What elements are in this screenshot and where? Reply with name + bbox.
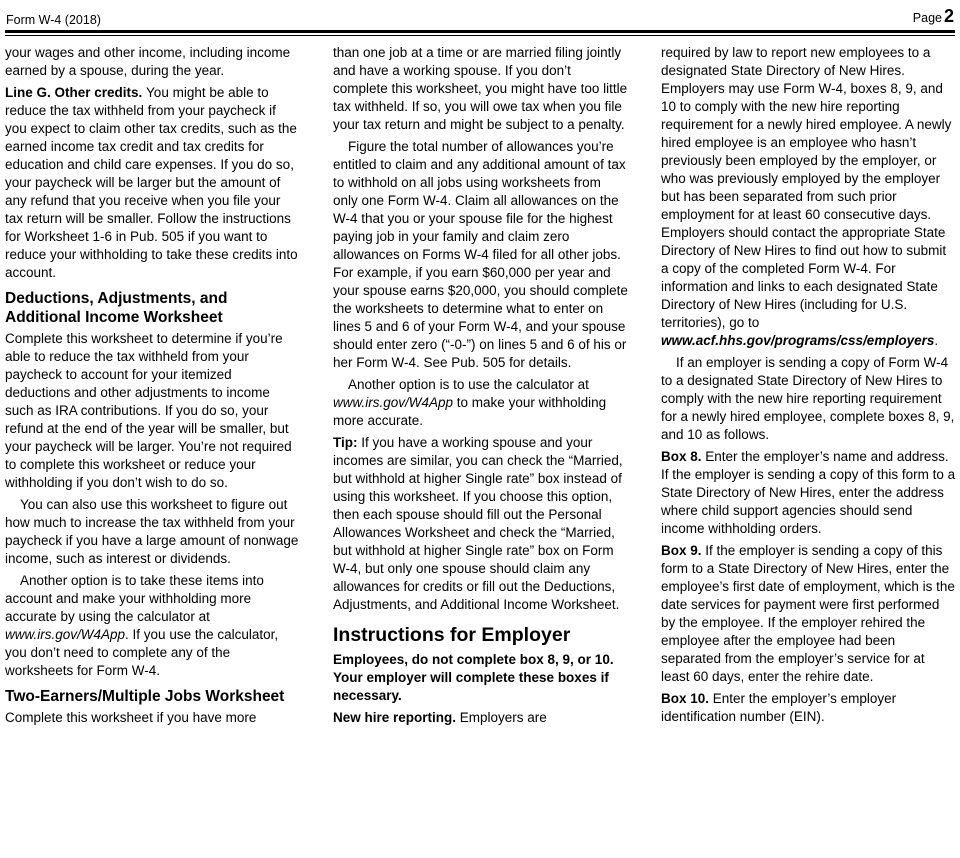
text-run: Another option is to use the calculator at (348, 377, 589, 392)
text-column (333, 44, 628, 731)
text-run: You can also use this worksheet to figure out how much to increase the tax withheld from your paycheck if you have a large amount of nonwage income, such as interest or dividends. (5, 497, 299, 566)
header-rule (5, 30, 955, 36)
text-run: Figure the total number of allowances you’re entitled to claim and any additional amount of tax to withhold on all jobs using worksheets from only one Form W-4. Claim all allowances on the W-4 that you or your spouse file for the highest paying job in your family and claim zero allowances on Forms W-4 filed for all other jobs. For example, if you earn $60,000 per year and your spouse earns $20,000, you should complete the worksheets to determine what to enter on lines 5 and 6 of your Form W-4, and your spouse should enter zero (“-0-”) on lines 5 and 6 of his or her Form W-4. See Pub. 505 for details. (333, 139, 628, 370)
page-indicator (913, 6, 954, 27)
text-run: You might be able to reduce the tax withheld from your paycheck if you expect to claim other tax credits, such as the earned income tax credit and tax credits for education and child care expenses. If you do so, your paycheck will be larger but the amount of any refund that you receive when you file your tax return will be smaller. Follow the instructions for Worksheet 1-6 in Pub. 505 if you want to reduce your withholding to take these credits into account. (5, 85, 298, 280)
section-heading (5, 289, 300, 327)
text-run: Enter the employer’s employer identification number (EIN). (661, 691, 897, 724)
text-run: Box 8. (661, 449, 706, 464)
text-run: . If you use the calculator, you don’t need to complete any of the worksheets for Form W-4. (5, 627, 279, 678)
paragraph (5, 44, 300, 80)
text-run: your wages and other income, including income earned by a spouse, during the year. (5, 45, 291, 78)
paragraph (5, 709, 300, 727)
form-label: Form W-4 (2018) (6, 13, 101, 27)
text-column (661, 44, 956, 731)
paragraph (5, 84, 300, 282)
text-run: www.irs.gov/W4App (333, 395, 454, 410)
text-run: to make your withholding more accurate. (333, 395, 607, 428)
text-run: Employees, do not complete box 8, 9, or 10. Your employer will complete these boxes if necessary. (333, 652, 614, 703)
page-number: 2 (943, 6, 954, 26)
text-run: If the employer is sending a copy of this form to a State Directory of New Hires, enter the employee’s first date of employment, which is the date services for payment were first performed by the employee. If the employer rehired the employee after the employee had been separated from the employer’s service for at least 60 days, enter the rehire date. (661, 543, 955, 684)
text-run: than one job at a time or are married filing jointly and have a working spouse. If you don’t complete this worksheet, you might have too little tax withheld. If so, you will owe tax when you file your tax return and might be subject to a penalty. (333, 45, 628, 132)
page-label: Page (912, 11, 942, 25)
text-run: required by law to report new employees to a designated State Directory of New Hires. Employers may use Form W-4, boxes 8, 9, and 10 to comply with the new hire reporting requirement for a newly hired employee. A newly hired employee is an employee who hasn’t previously been employed by the employer, or who was previously employed by the employer but has been separated from such prior employment for at least 60 consecutive days. Employers should contact the appropriate State Directory of New Hires to find out how to submit a copy of the completed Form W-4. For information and links to each designated State Directory of New Hires (including for U.S. territories), go to (661, 45, 952, 330)
paragraph (5, 330, 300, 492)
paragraph (661, 448, 956, 538)
paragraph (661, 690, 956, 726)
paragraph (5, 572, 300, 680)
text-run: Complete this worksheet to determine if you’re able to reduce the tax withheld from your paycheck to account for your itemized deductions and other adjustments to income such as IRA contributions. If you do so, your refund at the end of the year will be smaller, but your paycheck will be larger. You’re not required to complete this worksheet or reduce your withholding if you don’t wish to do so. (5, 331, 292, 490)
text-run: Tip: (333, 435, 362, 450)
paragraph (661, 542, 956, 686)
paragraph (333, 44, 628, 134)
paragraph (333, 434, 628, 614)
text-run: www.acf.hhs.gov/programs/css/​employers (661, 333, 935, 348)
text-column (5, 44, 300, 731)
text-run: Line G. Other credits. (5, 85, 147, 100)
paragraph (333, 651, 628, 705)
paragraph (333, 709, 628, 727)
major-heading (333, 624, 628, 646)
text-run: Box 9. (661, 543, 706, 558)
text-run: Deductions, Adjustments, and Additional Income Worksheet (5, 290, 228, 326)
text-run: Enter the employer’s name and address. If the employer is sending a copy of this form to a State Directory of New Hires, enter the address where child support agencies should send income withholding orders. (661, 449, 956, 536)
paragraph (661, 354, 956, 444)
section-heading (5, 687, 300, 706)
text-run: New hire reporting. (333, 710, 460, 725)
paragraph (333, 138, 628, 372)
paragraph (333, 376, 628, 430)
three-column-body (5, 44, 955, 731)
text-run: Complete this worksheet if you have more (5, 710, 257, 725)
paragraph (661, 44, 956, 350)
text-run: If you have a working spouse and your incomes are similar, you can check the “Married, but withhold at higher Single rate” box instead of using this worksheet. If you choose this option, then each spouse should fill out the Personal Allowances Worksheet and check the “Married, but withhold at higher Single rate” box on Form W-4, but only one spouse should claim any allowances for credits or fill out the Deductions, Adjustments, and Additional Income Worksheet. (333, 435, 623, 612)
text-run: . (934, 333, 939, 348)
text-run: Another option is to take these items into account and make your withholding more accurate by using the calculator at (5, 573, 264, 624)
text-run: www.irs.gov/W4App (5, 627, 126, 642)
page-header (5, 6, 955, 30)
text-run: Instructions for Employer (333, 624, 571, 646)
text-run: If an employer is sending a copy of Form W-4 to a designated State Directory of New Hires to comply with the new hire reporting requirement for a newly hired employee, complete boxes 8, 9, and 10 as follows. (661, 355, 955, 442)
text-run: Box 10. (661, 691, 713, 706)
text-run: Two-Earners/Multiple Jobs Worksheet (5, 688, 285, 705)
text-run: Employers are (459, 710, 547, 725)
paragraph (5, 496, 300, 568)
